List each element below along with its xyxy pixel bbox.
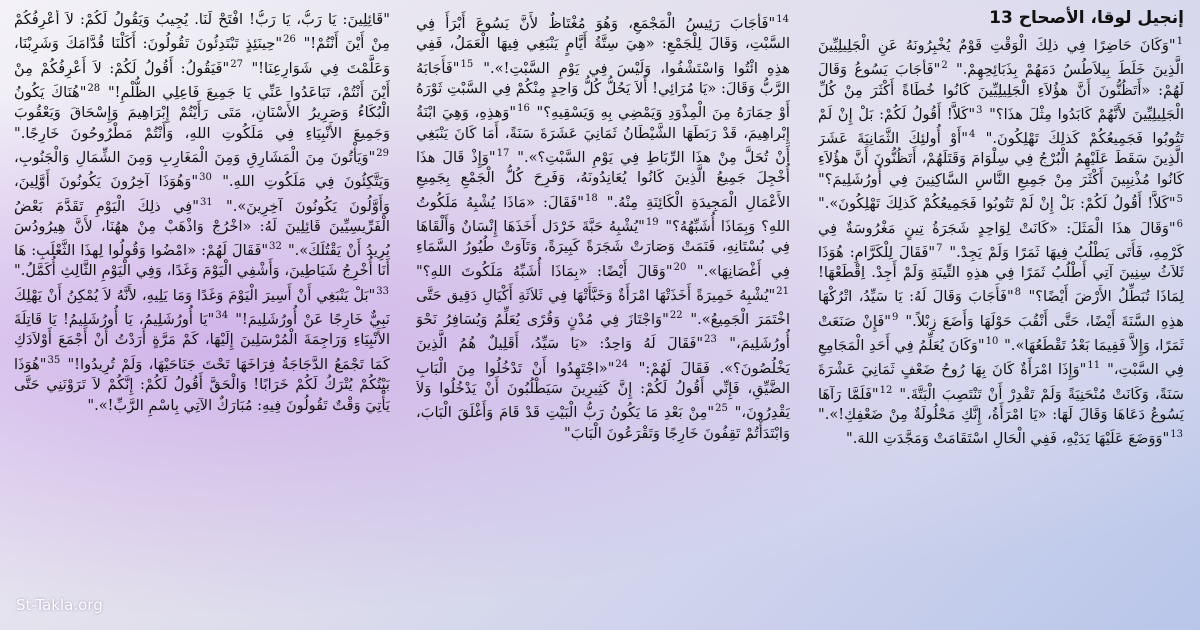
verse-number: 22 bbox=[669, 310, 683, 322]
verse-text: "«اجْتَهِدُوا أَنْ تَدْخُلُوا مِنَ الْبَابِ الضَّيِّقِ، فَإِنِّي أَقُولُ لَكُمْ: إِنَّ كَثِيرِينَ سَيَطْلُبُونَ أَنْ يَدْخُلُوا وَلاَ يَقْدِرُونَ،" bbox=[416, 359, 790, 422]
verse-number: 17 bbox=[496, 148, 510, 160]
verse-number: 7 bbox=[936, 242, 943, 254]
verse-number: 3 bbox=[976, 104, 983, 116]
verse-text: "فَأَجَابَهُ الرَّبُّ وَقَالَ: «يَا مُرَائِي! أَلاَ يَحُلُّ كُلُّ وَاحِدٍ مِنْكُمْ فِي السَّبْتِ ثَوْرَهُ أَوْ حِمَارَهُ مِنَ الْمِذْوَدِ وَيَمْضِي بِهِ وَيَسْقِيهِ؟" bbox=[416, 59, 790, 122]
verse-text: "فَقَالَ لَهُمْ: «امْضُوا وَقُولُوا لِهذَا الثَّعْلَبِ: هَا أَنَا أُخْرِجُ شَيَاطِينَ، وَأَشْفِي الْيَوْمَ وَغَدًا، وَفِي الْيَوْمِ الثَّالِثِ أُكَمَّلُ." bbox=[14, 242, 390, 280]
verse-number: 24 bbox=[615, 358, 629, 370]
verse-number: 21 bbox=[776, 285, 789, 297]
verse-number: 30 bbox=[199, 172, 212, 184]
chapter-title: إنجيل لوقا، الأصحاح 13 bbox=[989, 8, 1184, 28]
verse-text: "وَكَانَ يُعَلِّمُ فِي أَحَدِ الْمَجَامِعِ فِي السَّبْتِ،" bbox=[818, 336, 1184, 379]
verse-text: "وَإِذْ قَالَ هذَا أُخْجِلَ جَمِيعُ الَّذِينَ كَانُوا يُعَانِدُونَهُ، وَفَرِحَ كُلُّ الْجَمْعِ بِجَمِيعِ الأَعْمَالِ الْمَجِيدَةِ الْكَائِنَةِ مِنْهُ." bbox=[416, 148, 790, 211]
verse-text: "أَوْ أُولئِكَ الثَّمَانِيَةَ عَشَرَ الَّذِينَ سَقَطَ عَلَيْهِمُ الْبُرْجُ فِي سِلْوَامَ وَقَتَلَهُمْ، أَتَظُنُّونَ أَنَّ هؤُلاَءِ كَانُوا مُذْنِبِينَ أَكْثَرَ مِنْ جَمِيعِ النَّاسِ السَّاكِنِينَ فِي أُورُشَلِيمَ؟" bbox=[818, 130, 1184, 188]
verse-number: 8 bbox=[1014, 287, 1022, 299]
verse-number: 11 bbox=[1087, 360, 1101, 372]
verse-text: "وَقَالَ هذَا الْمَثَلَ: «كَانَتْ لِوَاحِدٍ شَجَرَةُ تِينٍ مَغْرُوسَةٌ فِي كَرْمِهِ، فَأَتَى يَطْلُبُ فِيهَا ثَمَرًا وَلَمْ يَجِدْ." bbox=[818, 219, 1184, 261]
verse-number: 19 bbox=[645, 216, 659, 228]
verse-text: "يُشْبِهُ خَمِيرَةً أَخَذَتْهَا امْرَأَةٌ وَخَبَّأَتْهَا فِي ثَلاَثَةِ أَكْيَالِ دَقِيق حَتَّى اخْتَمَرَ الْجَمِيعُ»." bbox=[416, 286, 790, 329]
verse-number: 20 bbox=[673, 261, 687, 273]
verse-text: "حِينَئِذٍ تَبْتَدِئُونَ تَقُولُونَ: أَكَلْنَا قُدَّامَكَ وَشَرِبْنَا، وَعَلَّمْتَ فِي شَوَارِعِنَا!" bbox=[14, 35, 390, 77]
verse-number: 16 bbox=[517, 103, 530, 115]
verse-text: "فَقَالَ لَهُ وَاحِدٌ: «يَا سَيِّدُ، أَقَلِيلٌ هُمُ الَّذِينَ يَخْلُصُونَ؟». فَقَالَ لَهُمْ:" bbox=[416, 335, 790, 377]
verse-text: "وَاجْتَازَ فِي مُدْنٍ وَقُرًى يُعَلِّمُ وَيُسَافِرُ نَحْوَ أُورُشَلِيمَ،" bbox=[416, 311, 790, 353]
verse-number: 25 bbox=[715, 403, 728, 415]
verse-text: "فَقَالَ لِلْكَرَّامِ: هُوَذَا ثَلاَثُ سِنِينَ آتِي أَطْلُبُ ثَمَرًا فِي هذِهِ التِّينَةِ وَلَمْ أَجِدْ. اِقْطَعْهَا! لِمَاذَا تُبَطِّلُ الأَرْضَ أَيْضًا؟" bbox=[818, 243, 1184, 306]
verse-text: "مِنْ بَعْدِ مَا يَكُونُ رَبُّ الْبَيْتِ قَدْ قَامَ وَأَغْلَقَ الْبَابَ، وَابْتَدَأْتُمْ تَقِفُونَ خَارِجًا وَتَقْرَعُونَ الْبَابَ" bbox=[416, 404, 790, 442]
verse-number: 4 bbox=[968, 129, 976, 141]
verse-text: "يُشْبِهُ حَبَّةَ خَرْدَل أَخَذَهَا إِنْسَانٌ وَأَلْقَاهَا فِي بُسْتَانِهِ، فَنَمَتْ وَصَارَتْ شَجَرَةً كَبِيرَةً، وَتَآوَتْ طُيُورُ السَّمَاءِ فِي أَغْصَانِهَا»." bbox=[416, 217, 790, 280]
verse-text: "وَإِذَا امْرَأَةٌ كَانَ بِهَا رُوحُ ضَعْفٍ ثَمَانِيَ عَشْرَةَ سَنَةً، وَكَانَتْ مُنْحَنِيَةً وَلَمْ تَقْدِرْ أَنْ تَنْتَصِبَ الْبَتَّةَ." bbox=[818, 361, 1184, 403]
verse-text: "يَا أُورُشَلِيمُ، يَا أُورُشَلِيمُ! يَا قَاتِلَةَ الأَنْبِيَاءِ وَرَاجِمَةَ الْمُرْسَلِينَ إِلَيْهَا، كَمْ مَرَّةٍ أَرَدْتُ أَنْ أَجْمَعَ أَوْلاَدَكِ كَمَا تَجْمَعُ الدَّجَاجَةُ فِرَاخَهَا تَحْتَ جَنَاحَيْهَا، وَلَمْ تُرِيدُوا!" bbox=[14, 311, 390, 373]
verse-text: "قَائِلِينَ: يَا رَبُّ، يَا رَبُّ! افْتَحْ لَنَا. يُجِيبُ وَيَقُولُ لَكُمْ: لاَ أَعْرِفُكُمْ مِنْ أَيْنَ أَنْتُمْ!" bbox=[14, 11, 390, 53]
verse-number: 18 bbox=[585, 192, 598, 204]
verse-text: "فَيَقُولُ: أَقُولُ لَكُمْ: لاَ أَعْرِفُكُمْ مِنْ أَيْنَ أَنْتُمْ، تَبَاعَدُوا عَنِّي يَا جَمِيعَ فَاعِلِي الظُّلْمِ!" bbox=[14, 59, 390, 101]
verse-text: "هُوَذَا بَيْتُكُمْ يُتْرَكُ لَكُمْ خَرَابًا! وَالْحَقَّ أَقُولُ لَكُمْ: إِنَّكُمْ لاَ تَرَوْنَنِي حَتَّى يَأْتِيَ وَقْتٌ تَقُولُونَ فِيهِ: مُبَارَكٌ الآتِي بِاسْمِ الرَّبِّ!»." bbox=[14, 355, 390, 414]
verse-text: "فَقَالَ: «مَاذَا يُشْبِهُ مَلَكُوتُ اللهِ؟ وَبِمَاذَا أُشَبِّهُهُ؟" bbox=[416, 193, 790, 235]
verse-number: 29 bbox=[376, 148, 389, 160]
verse-text: "هُنَاكَ يَكُونُ الْبُكَاءُ وَصَرِيرُ الأَسْنَانِ، مَتَى رَأَيْتُمْ إِبْرَاهِيمَ وَإِسْحَاقَ وَيَعْقُوبَ وَجَمِيعَ الأَنْبِيَاءِ فِي مَلَكُوتِ اللهِ، وَأَنْتُمْ مَطْرُوحُونَ خَارِجًا." bbox=[14, 83, 390, 142]
verse-text: "وَكَانَ حَاضِرًا فِي ذلِكَ الْوَقْتِ قَوْمٌ يُخْبِرُونَهُ عَنِ الْجَلِيلِيِّينَ الَّذِينَ خَلَطَ بِيلاَطُسُ دَمَهُمْ بِذَبَائِحِهِمْ." bbox=[818, 36, 1184, 79]
verse-number: 1 bbox=[1176, 36, 1183, 47]
verse-text: "فِي ذلِكَ الْيَوْمِ تَقَدَّمَ بَعْضُ الْفَرِّيسِيِّينَ قَائِلِينَ لَهُ: «اخْرُجْ وَاذْهَبْ مِنْ ههُنَا، لأَنَّ هِيرُودُسَ يُرِيدُ أَنْ يَقْتُلَكَ»." bbox=[14, 197, 390, 260]
verse-text: "كَلاَّ! أَقُولُ لَكُمْ: بَلْ إِنْ لَمْ تَتُوبُوا فَجَمِيعُكُمْ كَذلِكَ تَهْلِكُونَ." bbox=[818, 105, 1184, 148]
verse-number: 31 bbox=[199, 196, 213, 208]
verse-text: "فَلَمَّا رَآهَا يَسُوعُ دَعَاهَا وَقَالَ لَهَا: «يَا امْرَأَةُ، إِنَّكِ مَحْلُولَةٌ مِنْ ضَعْفِكِ!»." bbox=[818, 385, 1184, 423]
verse-number: 35 bbox=[47, 354, 61, 366]
verse-text: "كَلاَّ! أَقُولُ لَكُمْ: بَلْ إِنْ لَمْ تَتُوبُوا فَجَمِيعُكُمْ كَذلِكَ تَهْلِكُونَ»." bbox=[818, 195, 1176, 213]
verse-text: "فَأَجَابَ وَقَالَ لَهُ: يَا سَيِّدُ، اتْرُكْهَا هذِهِ السَّنَةَ أَيْضًا، حَتَّى أَنْقُبَ حَوْلَهَا وَأَضَعَ زِبْلاً." bbox=[818, 288, 1184, 330]
verse-number: 27 bbox=[230, 58, 243, 70]
verse-number: 23 bbox=[704, 334, 717, 346]
verse-number: 5 bbox=[1176, 194, 1183, 206]
verse-number: 10 bbox=[985, 336, 999, 348]
verse-number: 33 bbox=[376, 285, 389, 297]
verse-text: "فَإِنْ صَنَعَتْ ثَمَرًا، وَإِلاَّ فَفِيمَا بَعْدُ تَقْطَعُهَا»." bbox=[818, 312, 1184, 354]
text-column-3 bbox=[14, 10, 390, 622]
verse-number: 26 bbox=[283, 34, 296, 46]
verse-text: "وَوَضَعَ عَلَيْهَا يَدَيْهِ، فَفِي الْحَالِ اسْتَقَامَتْ وَمَجَّدَتِ اللهَ." bbox=[846, 430, 1170, 448]
verse-number: 14 bbox=[776, 14, 789, 25]
verse-text: "بَلْ يَنْبَغِي أَنْ أَسِيرَ الْيَوْمَ وَغَدًا وَمَا يَلِيهِ، لأَنَّهُ لاَ يُمْكِنُ أَنْ يَهْلِكَ نَبِيٌّ خَارِجًا عَنْ أُورُشَلِيمَ!" bbox=[14, 286, 390, 329]
verse-number: 15 bbox=[460, 58, 474, 70]
verse-number: 34 bbox=[215, 310, 229, 322]
verse-number: 9 bbox=[892, 311, 899, 323]
verse-number: 28 bbox=[87, 82, 101, 94]
verse-number: 6 bbox=[1176, 218, 1183, 230]
verse-text: "وَهذِهِ، وَهِيَ ابْنَةُ إِبْراهِيمَ، قَدْ رَبَطَهَا الشَّيْطَانُ ثَمَانِيَ عَشَرَةَ سَنَةً، أَمَا كَانَ يَنْبَغِي أَنْ تُحَلَّ مِنْ هذَا الرِّبَاطِ فِي يَوْمِ السَّبْتِ؟»." bbox=[416, 104, 790, 166]
verse-text: "وَيَأْتُونَ مِنَ الْمَشَارِقِ وَمِنَ الْمَغَارِبِ وَمِنَ الشِّمَالِ وَالْجَنُوبِ، وَيَتَّكِئُونَ فِي مَلَكُوتِ اللهِ." bbox=[14, 148, 390, 191]
text-column-2 bbox=[416, 10, 790, 622]
verse-text: "فَأجَابَ رَئِيسُ الْمَجْمَعِ، وَهُوَ مُغْتَاظٌ لأَنَّ يَسُوعَ أَبْرَأَ فِي السَّبْتِ، وَقَالَ لِلْجَمْعِ: «هِيَ سِتَّةُ أَيَّامٍ يَنْبَغِي فِيهَا الْعَمَلُ، فَفِي هذِهِ ائْتُوا وَاسْتَشْفُوا، وَلَيْسَ فِي يَوْمِ السَّبْتِ!»." bbox=[416, 14, 790, 77]
verse-number: 32 bbox=[269, 241, 282, 253]
verse-text: "فَأجَابَ يَسُوعُ وَقَالَ لَهُمْ: «أَتَظُنُّونَ أَنَّ هؤُلاَءِ الْجَلِيلِيِّينَ كَانُوا خُطَاةً أَكْثَرَ مِنْ كُلِّ الْجَلِيلِيِّينَ لأَنَّهُمْ كَابَدُوا مِثْلَ هذَا؟" bbox=[818, 61, 1184, 123]
watermark-logo: St-Takla.org bbox=[16, 596, 103, 614]
verse-text: "وَهُوَذَا آخِرُونَ يَكُونُونَ أَوَّلِينَ، وَأَوَّلُونَ يَكُونُونَ آخِرِينَ»." bbox=[14, 173, 390, 215]
text-column-1 bbox=[818, 32, 1184, 592]
verse-number: 12 bbox=[879, 384, 893, 396]
verse-number: 2 bbox=[941, 60, 948, 72]
verse-number: 13 bbox=[1170, 429, 1183, 441]
verse-text: "وَقَالَ أَيْضًا: «بِمَاذَا أُشَبِّهُ مَلَكُوتَ اللهِ؟" bbox=[416, 262, 673, 280]
